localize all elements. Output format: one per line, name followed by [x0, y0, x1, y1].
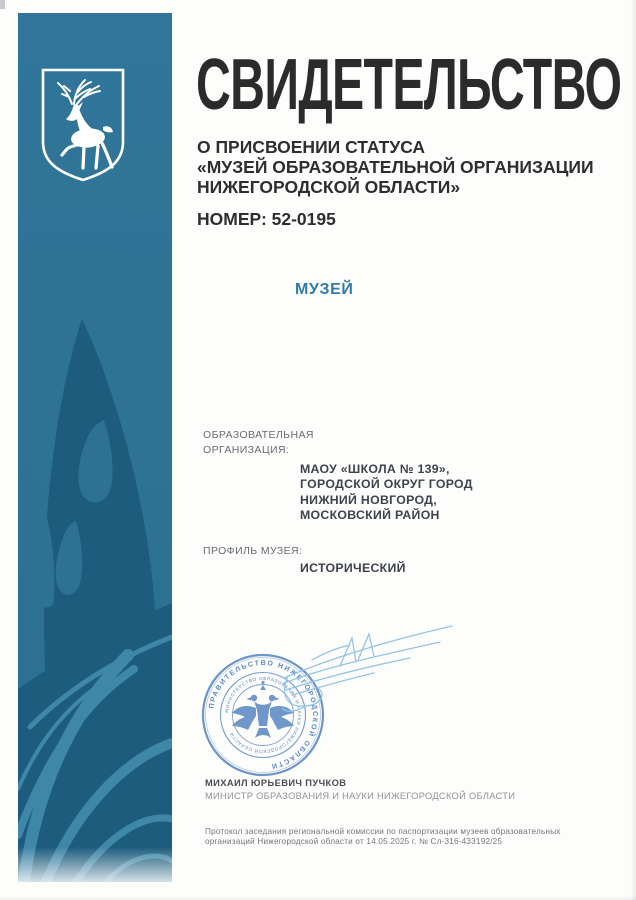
scan-edge-shadow-bottom: [0, 896, 636, 900]
certificate-title: СВИДЕТЕЛЬСТВО: [196, 45, 622, 125]
signature-scribble: [282, 616, 467, 716]
organization-value: МАОУ «ШКОЛА № 139», ГОРОДСКОЙ ОКРУГ ГОРОД НИЖНИЙ НОВГОРОД, МОСКОВСКИЙ РАЙОН: [300, 462, 473, 522]
profile-label: ПРОФИЛЬ МУЗЕЯ:: [203, 545, 303, 557]
deer-shield-graphic: [39, 66, 127, 186]
signatory-name: МИХАИЛ ЮРЬЕВИЧ ПУЧКОВ: [205, 778, 347, 788]
subtitle-line: НИЖЕГОРОДСКОЙ ОБЛАСТИ»: [197, 177, 461, 197]
museum-status-badge: МУЗЕЙ: [295, 281, 354, 298]
scan-corner-artifact: [0, 0, 5, 9]
certificate-number: НОМЕР: 52-0195: [197, 209, 336, 229]
protocol-note: Протокол заседания региональной комиссии по паспортизации музеев образовательных организаций Нижегородской области от 14.05.2025 г. № Сл-316-433192/25: [205, 827, 561, 846]
coat-of-arms-deer-icon: [39, 66, 127, 186]
certificate-subtitle: [197, 137, 594, 197]
organization-label: ОБРАЗОВАТЕЛЬНАЯ ОРГАНИЗАЦИЯ:: [203, 429, 314, 456]
seal-outer-ring-text: ПРАВИТЕЛЬСТВО НИЖЕГОРОДСКОЙ ОБЛАСТИ: [208, 659, 319, 770]
profile-value: ИСТОРИЧЕСКИЙ: [300, 561, 406, 575]
subtitle-line: О ПРИСВОЕНИИ СТАТУСА: [197, 137, 426, 157]
scan-edge-shadow-right: [631, 0, 636, 900]
seal-inner-ring-text: МИНИСТЕРСТВО ОБРАЗОВАНИЯ И НАУКИ НИЖЕГОРОДСКОЙ ОБЛАСТИ: [224, 675, 303, 755]
signatory-title: МИНИСТР ОБРАЗОВАНИЯ И НАУКИ НИЖЕГОРОДСКОЙ ОБЛАСТИ: [205, 791, 516, 801]
subtitle-line: «МУЗЕЙ ОБРАЗОВАТЕЛЬНОЙ ОРГАНИЗАЦИИ: [197, 157, 594, 177]
signature-graphic: [282, 616, 467, 716]
